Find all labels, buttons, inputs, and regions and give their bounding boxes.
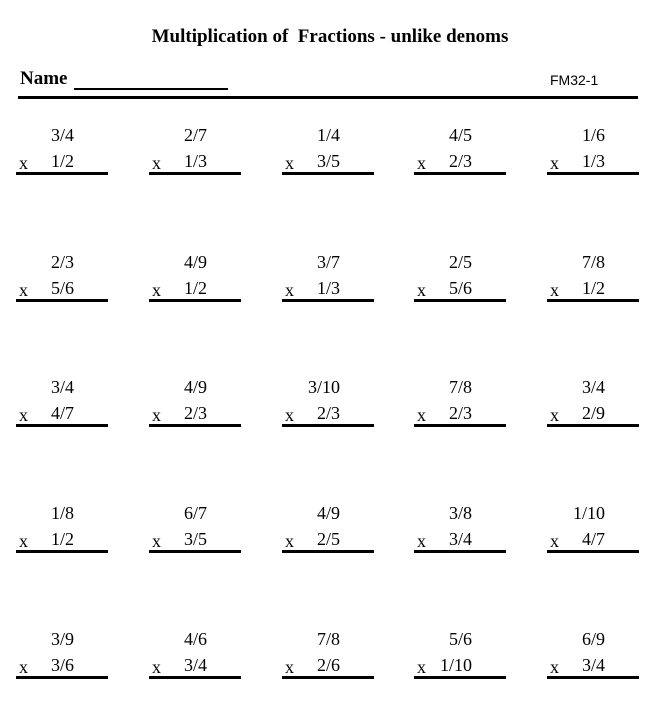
multiply-sign: x (152, 531, 161, 551)
problem-4-1 (16, 503, 108, 553)
multiply-sign: x (285, 657, 294, 677)
header-rule (18, 96, 638, 99)
top-fraction: 1/8 (50, 503, 74, 523)
bottom-fraction: 1/10 (439, 655, 472, 675)
multiply-sign: x (19, 405, 28, 425)
problem-1-5 (547, 125, 639, 175)
multiply-sign: x (417, 405, 426, 425)
multiply-sign: x (417, 657, 426, 677)
answer-line[interactable] (282, 550, 374, 553)
answer-line[interactable] (414, 676, 506, 679)
top-fraction: 4/9 (183, 377, 207, 397)
multiply-sign: x (285, 531, 294, 551)
answer-line[interactable] (149, 172, 241, 175)
bottom-fraction: 3/5 (316, 151, 340, 171)
bottom-fraction: 2/6 (316, 655, 340, 675)
problem-5-2 (149, 629, 241, 679)
bottom-fraction: 1/3 (316, 278, 340, 298)
answer-line[interactable] (16, 676, 108, 679)
top-fraction: 7/8 (581, 252, 605, 272)
top-fraction: 1/4 (316, 125, 340, 145)
multiply-sign: x (550, 280, 559, 300)
problem-5-4 (414, 629, 506, 679)
problem-3-1 (16, 377, 108, 427)
answer-line[interactable] (149, 424, 241, 427)
worksheet-title: Multiplication of Fractions - unlike denoms (151, 26, 509, 47)
multiply-sign: x (417, 531, 426, 551)
answer-line[interactable] (16, 550, 108, 553)
multiply-sign: x (152, 153, 161, 173)
top-fraction: 3/10 (307, 377, 340, 397)
multiply-sign: x (550, 531, 559, 551)
problem-2-5 (547, 252, 639, 302)
top-fraction: 6/9 (581, 629, 605, 649)
problem-2-2 (149, 252, 241, 302)
bottom-fraction: 1/2 (50, 529, 74, 549)
bottom-fraction: 1/2 (183, 278, 207, 298)
bottom-fraction: 2/3 (183, 403, 207, 423)
bottom-fraction: 4/7 (581, 529, 605, 549)
top-fraction: 3/4 (50, 377, 74, 397)
answer-line[interactable] (282, 172, 374, 175)
top-fraction: 2/3 (50, 252, 74, 272)
answer-line[interactable] (282, 299, 374, 302)
multiply-sign: x (19, 280, 28, 300)
problem-4-4 (414, 503, 506, 553)
worksheet-code: FM32-1 (550, 72, 599, 88)
bottom-fraction: 3/5 (183, 529, 207, 549)
multiply-sign: x (152, 405, 161, 425)
multiply-sign: x (19, 531, 28, 551)
top-fraction: 3/9 (50, 629, 74, 649)
multiply-sign: x (285, 153, 294, 173)
problem-1-2 (149, 125, 241, 175)
top-fraction: 5/6 (448, 629, 472, 649)
answer-line[interactable] (414, 424, 506, 427)
problem-1-3 (282, 125, 374, 175)
multiply-sign: x (550, 405, 559, 425)
problem-3-3 (282, 377, 374, 427)
top-fraction: 3/4 (581, 377, 605, 397)
top-fraction: 4/6 (183, 629, 207, 649)
answer-line[interactable] (149, 299, 241, 302)
answer-line[interactable] (414, 299, 506, 302)
answer-line[interactable] (16, 172, 108, 175)
answer-line[interactable] (547, 424, 639, 427)
answer-line[interactable] (282, 676, 374, 679)
answer-line[interactable] (414, 172, 506, 175)
answer-line[interactable] (547, 299, 639, 302)
bottom-fraction: 2/5 (316, 529, 340, 549)
problem-1-1 (16, 125, 108, 175)
problem-4-2 (149, 503, 241, 553)
bottom-fraction: 1/2 (50, 151, 74, 171)
bottom-fraction: 3/4 (448, 529, 472, 549)
problem-5-3 (282, 629, 374, 679)
problem-2-3 (282, 252, 374, 302)
bottom-fraction: 2/3 (316, 403, 340, 423)
answer-line[interactable] (149, 550, 241, 553)
multiply-sign: x (152, 280, 161, 300)
bottom-fraction: 4/7 (50, 403, 74, 423)
bottom-fraction: 2/9 (581, 403, 605, 423)
problem-2-4 (414, 252, 506, 302)
bottom-fraction: 3/4 (581, 655, 605, 675)
top-fraction: 2/7 (183, 125, 207, 145)
bottom-fraction: 5/6 (50, 278, 74, 298)
top-fraction: 4/9 (183, 252, 207, 272)
problem-5-5 (547, 629, 639, 679)
multiply-sign: x (550, 657, 559, 677)
multiply-sign: x (285, 280, 294, 300)
multiply-sign: x (550, 153, 559, 173)
bottom-fraction: 1/2 (581, 278, 605, 298)
top-fraction: 1/10 (572, 503, 605, 523)
bottom-fraction: 1/3 (581, 151, 605, 171)
name-label: Name (20, 68, 68, 89)
multiply-sign: x (19, 657, 28, 677)
top-fraction: 6/7 (183, 503, 207, 523)
answer-line[interactable] (16, 424, 108, 427)
answer-line[interactable] (547, 550, 639, 553)
answer-line[interactable] (547, 172, 639, 175)
top-fraction: 7/8 (316, 629, 340, 649)
answer-line[interactable] (149, 676, 241, 679)
multiply-sign: x (417, 280, 426, 300)
answer-line[interactable] (414, 550, 506, 553)
multiply-sign: x (417, 153, 426, 173)
top-fraction: 1/6 (581, 125, 605, 145)
top-fraction: 3/8 (448, 503, 472, 523)
answer-line[interactable] (16, 299, 108, 302)
answer-line[interactable] (282, 424, 374, 427)
top-fraction: 4/9 (316, 503, 340, 523)
top-fraction: 7/8 (448, 377, 472, 397)
multiply-sign: x (152, 657, 161, 677)
bottom-fraction: 3/4 (183, 655, 207, 675)
problem-4-3 (282, 503, 374, 553)
answer-line[interactable] (547, 676, 639, 679)
bottom-fraction: 2/3 (448, 151, 472, 171)
top-fraction: 3/7 (316, 252, 340, 272)
top-fraction: 2/5 (448, 252, 472, 272)
bottom-fraction: 2/3 (448, 403, 472, 423)
multiply-sign: x (19, 153, 28, 173)
problem-3-5 (547, 377, 639, 427)
problem-1-4 (414, 125, 506, 175)
bottom-fraction: 5/6 (448, 278, 472, 298)
problem-3-4 (414, 377, 506, 427)
problem-2-1 (16, 252, 108, 302)
multiply-sign: x (285, 405, 294, 425)
name-blank-line[interactable] (74, 88, 228, 90)
problem-5-1 (16, 629, 108, 679)
bottom-fraction: 1/3 (183, 151, 207, 171)
top-fraction: 4/5 (448, 125, 472, 145)
problem-3-2 (149, 377, 241, 427)
problem-4-5 (547, 503, 639, 553)
top-fraction: 3/4 (50, 125, 74, 145)
bottom-fraction: 3/6 (50, 655, 74, 675)
